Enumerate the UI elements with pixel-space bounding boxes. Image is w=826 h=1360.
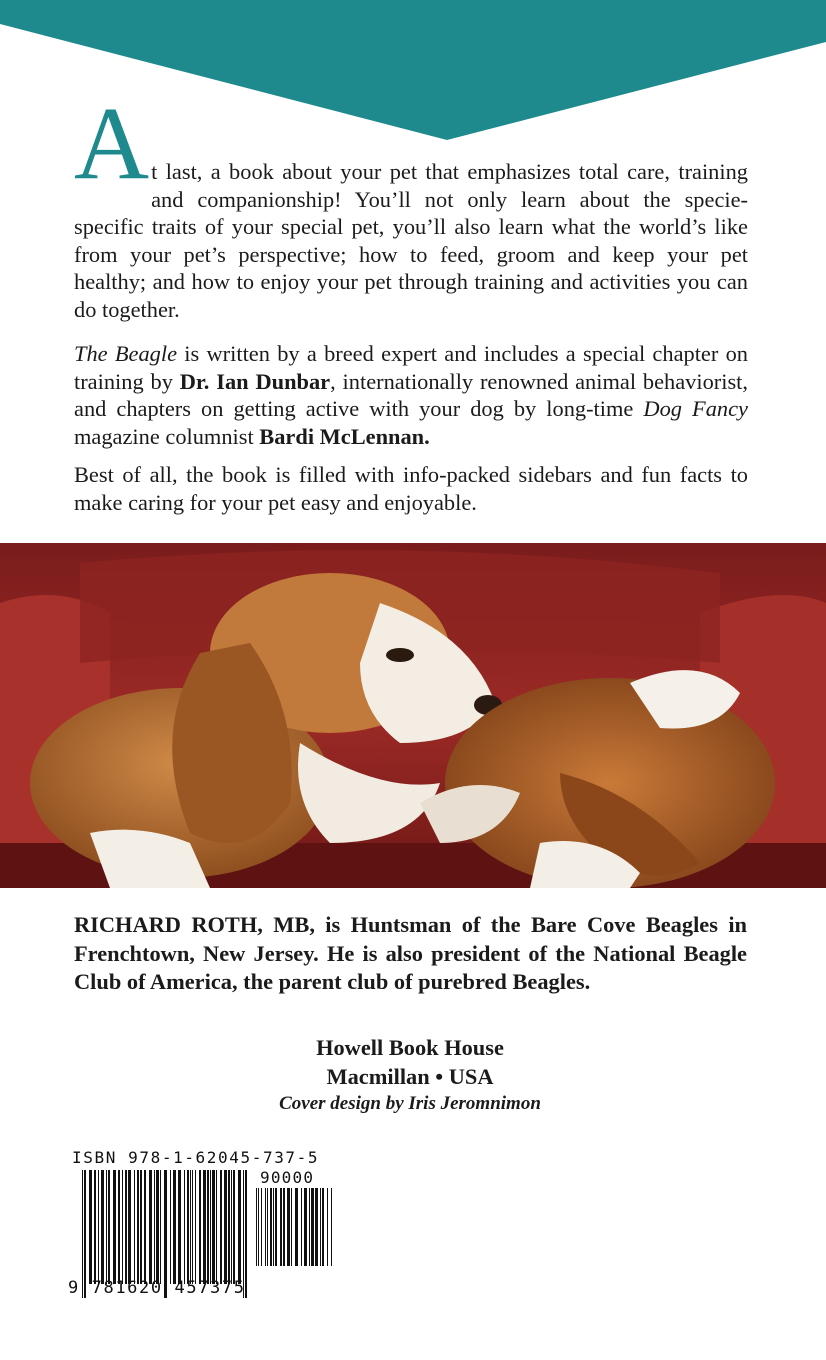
barcode-bar: [195, 1170, 196, 1284]
barcode-bar: [261, 1188, 262, 1266]
barcode-addon-icon: [256, 1188, 332, 1280]
barcode-bar: [224, 1170, 227, 1284]
barcode-bar: [233, 1170, 235, 1284]
barcode-bar: [280, 1188, 282, 1266]
barcode-bar: [295, 1188, 298, 1266]
barcode-bar: [134, 1170, 135, 1284]
barcode-bar: [270, 1188, 272, 1266]
isbn-text: ISBN 978-1-62045-737-5: [72, 1148, 320, 1167]
author-bio: RICHARD ROTH, MB, is Huntsman of the Bare Cove Beagles in Frenchtown, New Jersey. He is also president of the National Beagle Club of America, the parent club of purebred Beagles.: [74, 912, 747, 995]
barcode-bar: [301, 1188, 302, 1266]
barcode-bar: [327, 1188, 328, 1266]
description-text-2: , internationally renowned animal behaviorist, and chapters on getting active with your dog by long-time: [74, 368, 748, 422]
barcode-bar: [283, 1188, 285, 1266]
barcode-bar: [203, 1170, 206, 1284]
trainer-name: Dr. Ian Dunbar: [179, 368, 331, 394]
barcode-bar: [304, 1188, 307, 1266]
barcode-bar: [267, 1188, 268, 1266]
barcode-bar: [231, 1170, 232, 1284]
barcode-bar: [98, 1170, 99, 1284]
barcode-bar: [140, 1170, 142, 1284]
barcode-bar: [220, 1170, 222, 1284]
barcode-bar: [137, 1170, 139, 1284]
drop-cap: A: [74, 86, 150, 201]
barcode-bar: [309, 1188, 310, 1266]
barcode-bar: [258, 1188, 259, 1266]
barcode-bar: [125, 1170, 127, 1284]
barcode-bar: [210, 1170, 211, 1284]
barcode-bar: [192, 1170, 193, 1284]
barcode: [64, 1146, 344, 1306]
barcode-bar: [212, 1170, 215, 1284]
barcode-bar: [144, 1170, 146, 1284]
barcode-bar: [275, 1188, 277, 1266]
description-paragraph: [74, 340, 748, 450]
barcode-bar: [160, 1170, 161, 1284]
barcode-bar: [291, 1188, 292, 1266]
barcode-bar: [320, 1188, 321, 1266]
barcode-bar: [156, 1170, 159, 1284]
publisher-name: Howell Book House: [316, 1035, 504, 1060]
barcode-bar: [238, 1170, 241, 1284]
description-text-3: magazine columnist: [74, 423, 260, 449]
barcode-bar: [228, 1170, 230, 1284]
barcode-bar: [106, 1170, 107, 1284]
publisher-block: [0, 1033, 820, 1117]
beagle-photo: [0, 543, 826, 888]
ean-digits: 9 781620 457375: [68, 1278, 246, 1298]
barcode-bar: [199, 1170, 201, 1284]
barcode-bar: [122, 1170, 123, 1284]
barcode-bar: [287, 1188, 290, 1266]
intro-first-line: t last, a book about your pet that emphasizes total care,: [151, 159, 670, 184]
price-code: 90000: [260, 1168, 315, 1187]
barcode-bar: [184, 1170, 185, 1284]
cover-design-credit: Cover design by Iris Jeromnimon: [279, 1093, 541, 1114]
barcode-bar: [331, 1188, 332, 1266]
barcode-bar: [322, 1188, 324, 1266]
barcode-bar: [128, 1170, 131, 1284]
barcode-bar: [187, 1170, 189, 1284]
barcode-bar: [207, 1170, 209, 1284]
barcode-bar: [178, 1170, 181, 1284]
columnist-name: Bardi McLennan.: [259, 423, 430, 449]
barcode-bar: [154, 1170, 155, 1284]
book-title: The Beagle: [74, 341, 178, 366]
barcode-bar: [273, 1188, 274, 1266]
barcode-bar: [89, 1170, 92, 1284]
barcode-bar: [94, 1170, 96, 1284]
barcode-bar: [311, 1188, 314, 1266]
barcode-bar: [113, 1170, 116, 1284]
intro-text: training and companionship! You’ll not only learn about the specie-specific traits of your special pet, you’ll also learn what the world’s like from your pet’s perspective; how to feed, groom and keep your pet healthy; and how to enjoy your pet through training and activities you can do together.: [74, 159, 748, 322]
barcode-bar: [216, 1170, 217, 1284]
description-text-1: is written by a breed expert and includes a special chapter on training by: [74, 341, 748, 394]
barcode-bar: [173, 1170, 176, 1284]
magazine-name: Dog Fancy: [643, 396, 748, 422]
barcode-bar: [256, 1188, 257, 1266]
barcode-bar: [101, 1170, 104, 1284]
barcode-bar: [265, 1188, 266, 1266]
barcode-bar: [118, 1170, 120, 1284]
summary-paragraph: Best of all, the book is filled with info-packed sidebars and fun facts to make caring for your pet easy and enjoyable.: [74, 462, 748, 515]
barcode-bar: [190, 1170, 191, 1284]
barcode-bar: [170, 1170, 171, 1284]
barcode-bar: [315, 1188, 318, 1266]
intro-paragraph: [74, 86, 748, 324]
barcode-bar: [108, 1170, 110, 1284]
barcode-bar: [149, 1170, 152, 1284]
publisher-line2: Macmillan • USA: [326, 1064, 494, 1089]
